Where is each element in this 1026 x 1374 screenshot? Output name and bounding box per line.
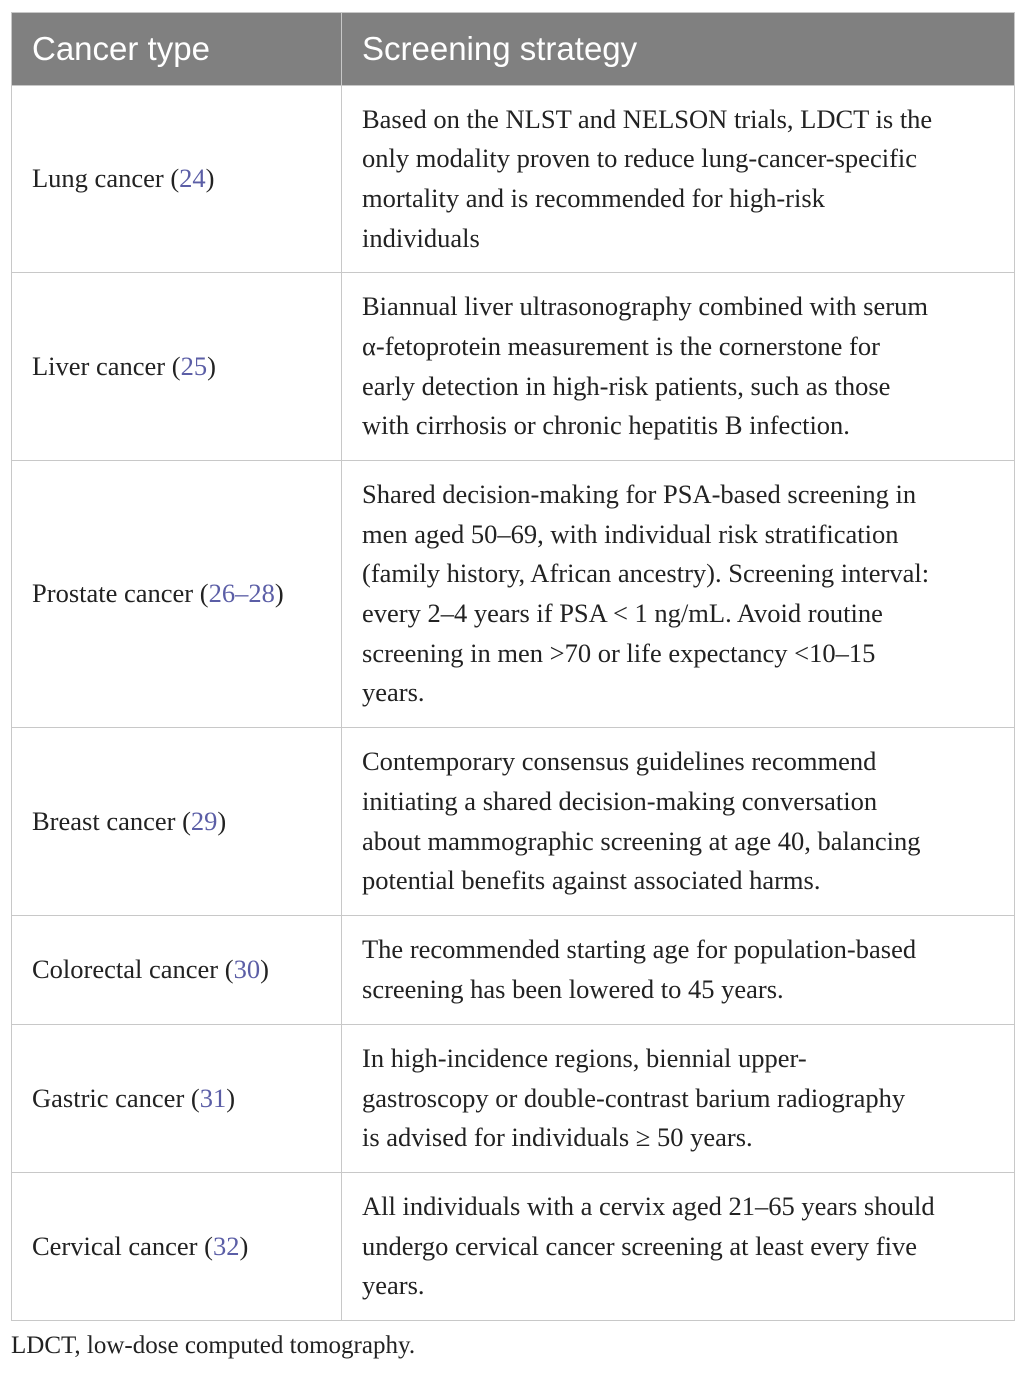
screening-strategy-cell — [342, 86, 1015, 273]
strategy-text-line: initiating a shared decision-making conversation — [362, 785, 878, 816]
reference-link[interactable]: 32 — [212, 1230, 240, 1261]
reference-link[interactable]: 31 — [199, 1082, 227, 1113]
cancer-type-cell: Colorectal cancer (30) — [12, 916, 342, 1025]
strategy-text-line: Shared decision-making for PSA-based screening in — [362, 479, 917, 510]
cancer-type-label: Liver cancer — [32, 350, 166, 381]
cancer-type-label: Gastric cancer — [32, 1082, 185, 1113]
strategy-text-line: men aged 50–69, with individual risk stratification — [362, 518, 899, 549]
strategy-text-line: gastroscopy or double-contrast barium radiography — [362, 1082, 906, 1113]
strategy-text-line: All individuals with a cervix aged 21–65 years should — [362, 1191, 935, 1222]
header-screening-strategy: Screening strategy — [342, 13, 1015, 86]
cancer-type-cell: Prostate cancer (26–28) — [12, 461, 342, 728]
cancer-type-cell: Lung cancer (24) — [12, 86, 342, 273]
table-row — [12, 1173, 1015, 1321]
screening-table — [11, 12, 1015, 1321]
strategy-text-line: years. — [362, 677, 425, 708]
strategy-text-line: The recommended starting age for population-based — [362, 934, 917, 965]
strategy-text-line: years. — [362, 1270, 425, 1301]
screening-strategy-cell — [342, 273, 1015, 461]
strategy-text-line: undergo cervical cancer screening at least every five — [362, 1230, 917, 1261]
strategy-text-line: Contemporary consensus guidelines recommend — [362, 746, 877, 777]
reference-link[interactable]: 24 — [179, 163, 206, 194]
cancer-type-cell: Breast cancer (29) — [12, 728, 342, 916]
strategy-text-line: about mammographic screening at age 40, balancing — [362, 825, 921, 856]
cancer-type-cell: Liver cancer (25) — [12, 273, 342, 461]
reference-link[interactable]: 26–28 — [208, 578, 275, 609]
screening-strategy-cell — [342, 461, 1015, 728]
reference-link[interactable]: 30 — [233, 954, 261, 985]
strategy-text-line: (family history, African ancestry). Screening interval: — [362, 558, 930, 589]
cancer-type-cell: Gastric cancer (31) — [12, 1025, 342, 1173]
cancer-type-label: Prostate cancer — [32, 578, 194, 609]
strategy-text-line: is advised for individuals ≥ 50 years. — [362, 1122, 753, 1153]
strategy-text-line: screening has been lowered to 45 years. — [362, 974, 784, 1004]
reference-link[interactable]: 29 — [190, 805, 218, 836]
table-row — [12, 916, 1015, 1025]
screening-strategy-cell — [342, 728, 1015, 916]
strategy-text-line: every 2–4 years if PSA < 1 ng/mL. Avoid routine — [362, 598, 883, 628]
cancer-type-cell: Cervical cancer (32) — [12, 1173, 342, 1321]
strategy-text-line: Based on the NLST and NELSON trials, LDCT is the — [362, 103, 933, 134]
strategy-text-line: only modality proven to reduce lung-cancer-specific — [362, 143, 918, 174]
strategy-text-line: with cirrhosis or chronic hepatitis B infection. — [362, 410, 850, 441]
strategy-text-line: screening in men >70 or life expectancy <10–15 — [362, 637, 876, 668]
strategy-text-line: In high-incidence regions, biennial upper- — [362, 1043, 807, 1074]
strategy-text-line: α-fetoprotein measurement is the cornerstone for — [362, 330, 880, 361]
cancer-type-label: Lung cancer — [32, 163, 164, 194]
strategy-text-line: early detection in high-risk patients, such as those — [362, 370, 891, 401]
header-cancer-type: Cancer type — [12, 13, 342, 86]
cancer-type-label: Cervical cancer — [32, 1230, 198, 1261]
strategy-text-line: individuals — [362, 222, 480, 253]
cancer-type-label: Breast cancer — [32, 805, 176, 836]
table-row — [12, 273, 1015, 461]
strategy-text-line: mortality and is recommended for high-risk — [362, 183, 825, 213]
strategy-text-line: Biannual liver ultrasonography combined with serum — [362, 291, 928, 322]
table-row — [12, 461, 1015, 728]
table-row — [12, 728, 1015, 916]
header-row — [12, 13, 1015, 86]
strategy-text-line: potential benefits against associated harms. — [362, 865, 821, 896]
screening-strategy-cell — [342, 1173, 1015, 1321]
table-row — [12, 1025, 1015, 1173]
screening-strategy-cell — [342, 1025, 1015, 1173]
screening-strategy-cell — [342, 916, 1015, 1025]
reference-link[interactable]: 25 — [180, 350, 208, 381]
table-row — [12, 86, 1015, 273]
cancer-type-label: Colorectal cancer — [32, 954, 219, 985]
table-footnote: LDCT, low-dose computed tomography. — [11, 1332, 416, 1359]
